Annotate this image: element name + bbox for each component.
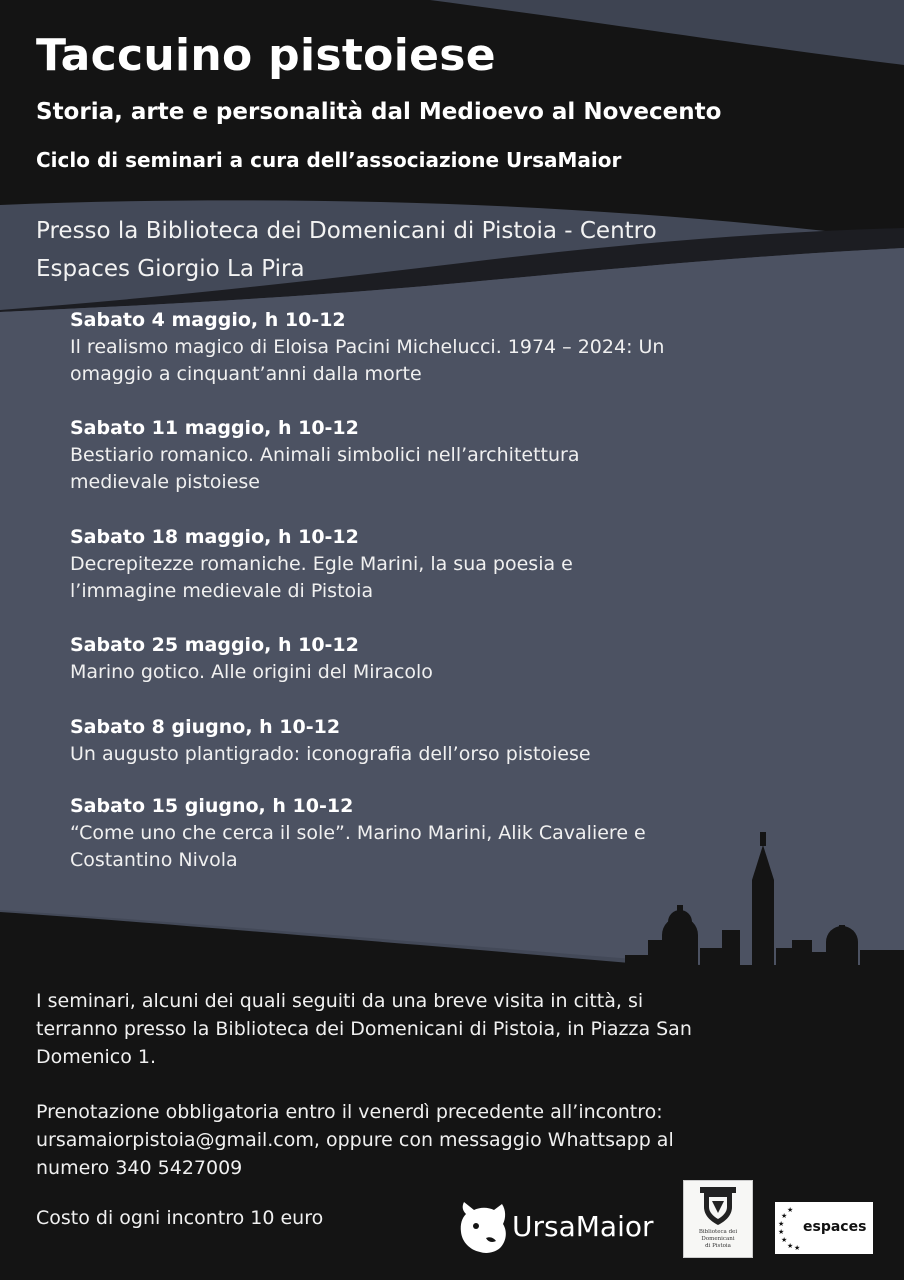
event-item xyxy=(70,523,830,631)
eu-stars-icon xyxy=(775,1202,805,1254)
ursamaior-name: UrsaMaior xyxy=(512,1210,654,1243)
event-title-line: medievale pistoiese xyxy=(70,471,260,493)
curator-line: Ciclo di seminari a cura dell’associazione UrsaMaior xyxy=(36,148,622,172)
svg-text:★: ★ xyxy=(778,1228,785,1236)
shield-crest-icon xyxy=(684,1181,752,1227)
event-item xyxy=(70,792,830,874)
event-title-line: l’immagine medievale di Pistoia xyxy=(70,580,374,602)
top-streak xyxy=(430,0,904,65)
event-item xyxy=(70,713,830,792)
note-line: terranno presso la Biblioteca dei Domenicani di Pistoia, in Piazza San xyxy=(36,1018,692,1040)
event-date: Sabato 11 maggio, h 10-12 xyxy=(70,417,359,439)
booking-email-line: ursamaiorpistoia@gmail.com, oppure con messaggio Whattsapp al xyxy=(36,1129,674,1151)
espaces-logo xyxy=(775,1202,873,1254)
poster-title: Taccuino pistoiese xyxy=(36,30,496,81)
event-title-line: Marino gotico. Alle origini del Miracolo xyxy=(70,661,433,683)
venue-text xyxy=(36,212,796,288)
venue-line-2: Espaces Giorgio La Pira xyxy=(36,256,305,282)
event-date: Sabato 25 maggio, h 10-12 xyxy=(70,634,359,656)
booking-line: Prenotazione obbligatoria entro il venerdì precedente all’incontro: xyxy=(36,1101,663,1123)
event-list xyxy=(70,306,830,874)
event-date: Sabato 4 maggio, h 10-12 xyxy=(70,309,346,331)
svg-text:★: ★ xyxy=(781,1236,788,1244)
event-title-line: Decrepitezze romaniche. Egle Marini, la sua poesia e xyxy=(70,553,573,575)
event-title-line: Un augusto plantigrado: iconografia dell’orso pistoiese xyxy=(70,743,591,765)
svg-text:★: ★ xyxy=(778,1220,785,1228)
svg-text:★: ★ xyxy=(787,1206,794,1214)
booking-phone-line: numero 340 5427009 xyxy=(36,1157,243,1179)
event-item xyxy=(70,306,830,414)
biblioteca-text-line: Biblioteca dei xyxy=(698,1229,738,1235)
espaces-name: espaces xyxy=(803,1219,867,1235)
event-title-line: Il realismo magico di Eloisa Pacini Michelucci. 1974 – 2024: Un xyxy=(70,336,665,358)
event-title-line: Costantino Nivola xyxy=(70,849,238,871)
event-date: Sabato 15 giugno, h 10-12 xyxy=(70,795,354,817)
biblioteca-text xyxy=(686,1229,750,1250)
event-title-line: “Come uno che cerca il sole”. Marino Marini, Alik Cavaliere e xyxy=(70,822,646,844)
svg-text:★: ★ xyxy=(781,1212,788,1220)
ursamaior-logo xyxy=(456,1196,666,1256)
event-date: Sabato 18 maggio, h 10-12 xyxy=(70,526,359,548)
cost-info: Costo di ogni incontro 10 euro xyxy=(36,1207,324,1229)
svg-text:★: ★ xyxy=(794,1244,801,1252)
bear-head-icon xyxy=(456,1196,510,1256)
biblioteca-logo xyxy=(683,1180,753,1258)
event-item xyxy=(70,631,830,713)
event-item xyxy=(70,414,830,523)
biblioteca-text-line: di Pistoia xyxy=(705,1243,731,1249)
booking-info xyxy=(36,1098,876,1182)
seminar-note xyxy=(36,987,866,1071)
venue-line-1: Presso la Biblioteca dei Domenicani di Pistoia - Centro xyxy=(36,218,657,244)
poster-subtitle: Storia, arte e personalità dal Medioevo al Novecento xyxy=(36,99,722,125)
event-title-line: Bestiario romanico. Animali simbolici nell’architettura xyxy=(70,444,580,466)
note-line: I seminari, alcuni dei quali seguiti da una breve visita in città, si xyxy=(36,990,644,1012)
note-line: Domenico 1. xyxy=(36,1046,157,1068)
svg-text:★: ★ xyxy=(787,1242,794,1250)
biblioteca-text-line: Domenicani xyxy=(701,1236,735,1242)
event-date: Sabato 8 giugno, h 10-12 xyxy=(70,716,341,738)
event-title-line: omaggio a cinquant’anni dalla morte xyxy=(70,363,422,385)
